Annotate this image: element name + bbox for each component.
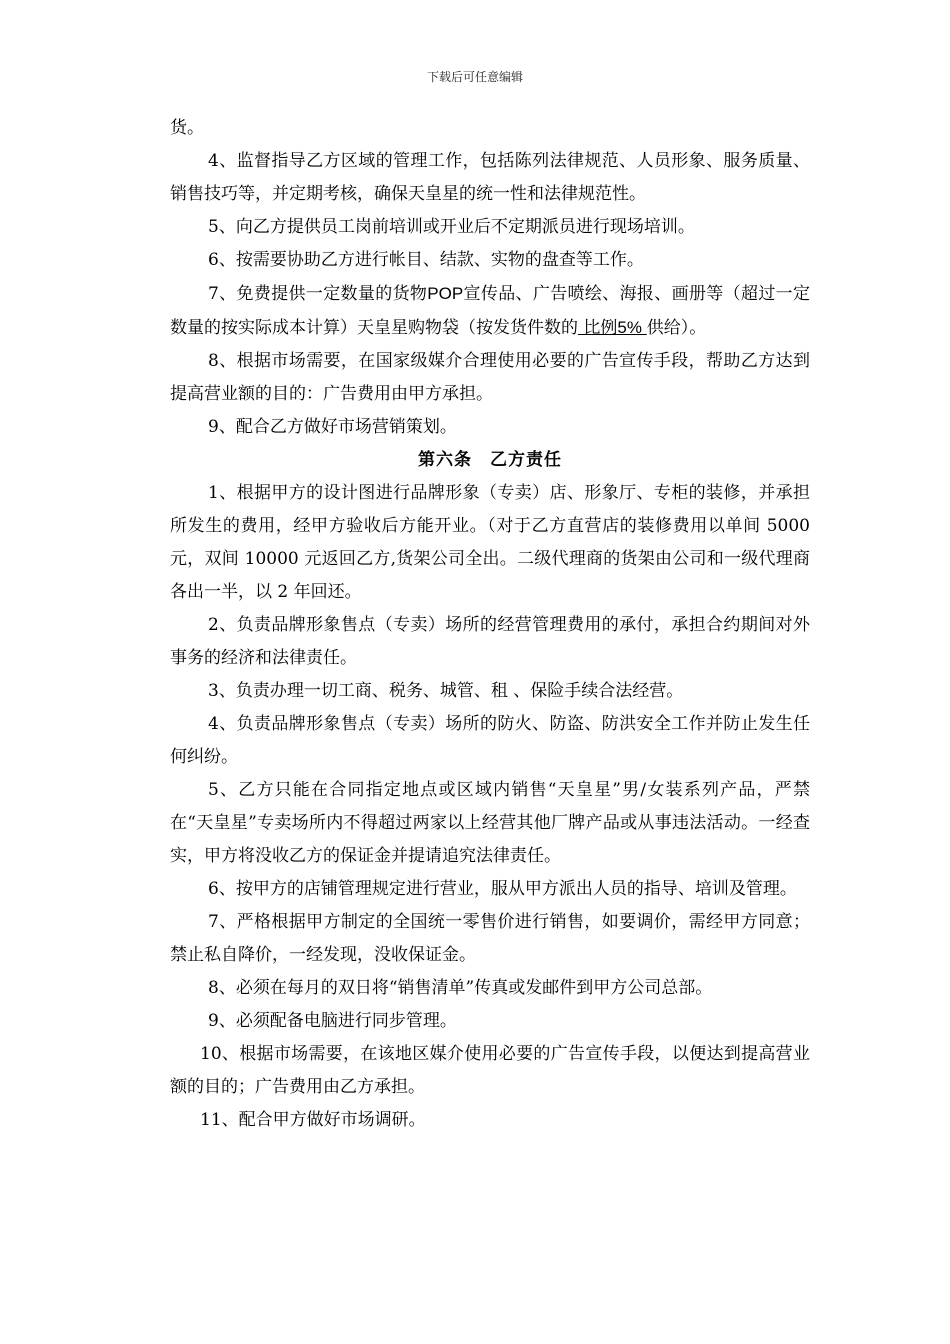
item7-pop: POP xyxy=(427,284,464,303)
party-a-item-4: 4、监督指导乙方区域的管理工作，包括陈列法律规范、人员形象、服务质量、销售技巧等，并定期考核，确保天皇星的统一性和法律规范性。 xyxy=(170,151,810,204)
party-a-item-6: 6、按需要协助乙方进行帐目、结款、实物的盘查等工作。 xyxy=(208,250,644,270)
paragraph-tail: 货。 xyxy=(170,118,204,138)
party-b-item-11: 11、配合甲方做好市场调研。 xyxy=(200,1110,426,1130)
party-a-item-5: 5、向乙方提供员工岗前培训或开业后不定期派员进行现场培训。 xyxy=(208,217,695,237)
party-b-item-2: 2、负责品牌形象售点（专卖）场所的经营管理费用的承付，承担合约期间对外事务的经济和法律责任。 xyxy=(170,615,810,668)
party-b-item-8: 8、必须在每月的双日将“销售清单”传真或发邮件到甲方公司总部。 xyxy=(208,978,713,998)
item7-text-b: 宣传品、广告喷绘、海报、画册等（超过一定数量的按实际成本计算）天皇星购物袋（按发货件数的 xyxy=(170,284,810,338)
party-a-item-8: 8、根据市场需要，在国家级媒介合理使用必要的广告宣传手段，帮助乙方达到提高营业额的目的：广告费用由甲方承担。 xyxy=(170,351,810,404)
party-a-item-7 xyxy=(170,277,810,345)
item7-text-c: 供给）。 xyxy=(646,318,707,338)
party-a-item-9: 9、配合乙方做好市场营销策划。 xyxy=(208,417,457,437)
party-b-item-5: 5、乙方只能在合同指定地点或区域内销售“天皇星”男/女装系列产品，严禁在“天皇星”专卖场所内不得超过两家以上经营其他厂牌产品或从事违法活动。一经查实，甲方将没收乙方的保证金并提请追究法律责任。 xyxy=(170,780,810,866)
party-b-item-10: 10、根据市场需要，在该地区媒介使用必要的广告宣传手段，以便达到提高营业额的目的；广告费用由乙方承担。 xyxy=(170,1044,810,1097)
party-b-item-1: 1、根据甲方的设计图进行品牌形象（专卖）店、形象厅、专柜的装修，并承担所发生的费用，经甲方验收后方能开业。（对于乙方直营店的装修费用以单间 5000 元，双间 10000 元返回乙方,货架公司全出。二级代理商的货架由公司和一级代理商各出一半，以 2 年回还。 xyxy=(170,483,810,602)
party-b-item-3: 3、负责办理一切工商、税务、城管、租 、保险手续合法经营。 xyxy=(208,681,684,701)
item7-ratio-value: 5% xyxy=(617,318,647,337)
party-b-item-4: 4、负责品牌形象售点（专卖）场所的防火、防盗、防洪安全工作并防止发生任何纠纷。 xyxy=(170,714,810,767)
section-title: 第六条 乙方责任 xyxy=(418,450,562,470)
document-body xyxy=(170,112,810,1137)
item7-text-a: 7、免费提供一定数量的货物 xyxy=(208,284,428,304)
item7-ratio-label: 比例 xyxy=(578,318,618,338)
page-header: 下载后可任意编辑 xyxy=(426,70,523,84)
party-b-item-7: 7、严格根据甲方制定的全国统一零售价进行销售，如要调价，需经甲方同意；禁止私自降价，一经发现，没收保证金。 xyxy=(170,912,810,965)
party-b-item-9: 9、必须配备电脑进行同步管理。 xyxy=(208,1011,457,1031)
party-b-item-6: 6、按甲方的店铺管理规定进行营业，服从甲方派出人员的指导、培训及管理。 xyxy=(208,879,797,899)
